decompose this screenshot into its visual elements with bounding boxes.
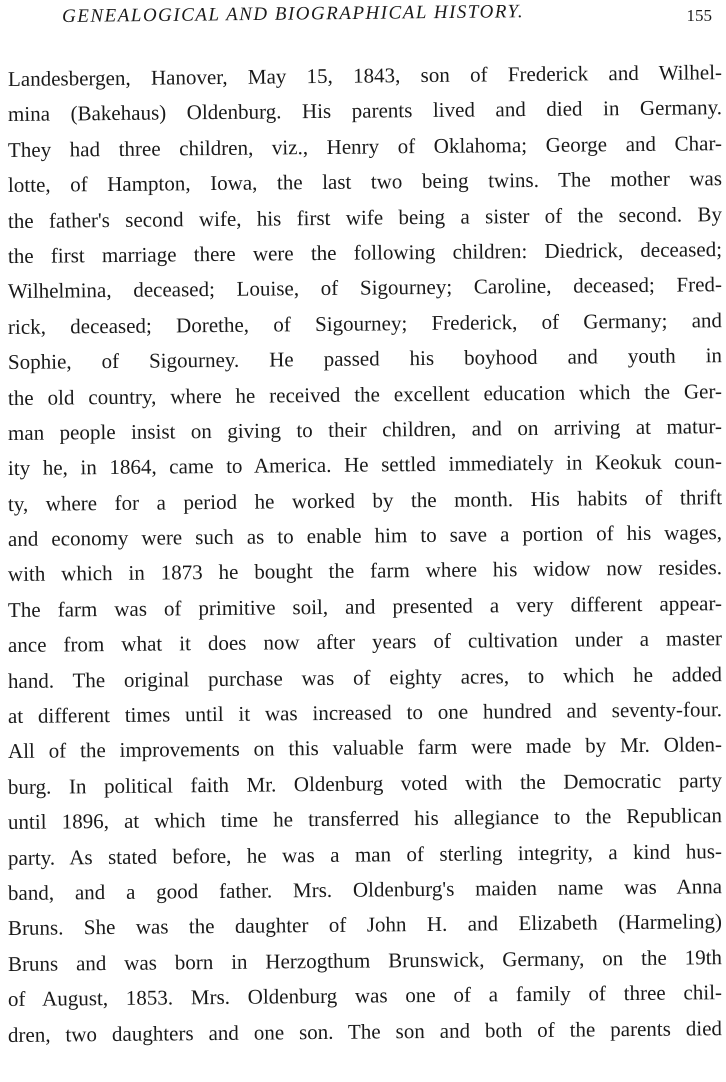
text-line: band, and a good father. Mrs. Oldenburg's maiden name was Anna xyxy=(7,874,723,905)
running-head xyxy=(62,1,712,34)
text-line: hand. The original purchase was of eighty acres, to which he added xyxy=(7,661,723,693)
text-line: ity he, in 1864, came to America. He settled immediately in Keokuk coun- xyxy=(7,449,723,481)
text-line: party. As stated before, he was a man of sterling integrity, a kind hus- xyxy=(7,838,723,870)
text-line: mina (Bakehaus) Oldenburg. His parents lived and died in Germany. xyxy=(7,95,723,127)
text-line: All of the improvements on this valuable farm were made by Mr. Olden- xyxy=(7,732,723,764)
text-line: Wilhelmina, deceased; Louise, of Sigourney; Caroline, deceased; Fred- xyxy=(7,272,723,304)
text-line: The farm was of primitive soil, and presented a very different appear- xyxy=(7,591,723,622)
text-line: burg. In political faith Mr. Oldenburg voted with the Democratic party xyxy=(7,767,723,799)
text-line: Bruns. She was the daughter of John H. and Elizabeth (Harmeling) xyxy=(7,909,723,941)
text-line: Landesbergen, Hanover, May 15, 1843, son of Frederick and Wilhel- xyxy=(7,60,723,91)
text-line: They had three children, viz., Henry of Oklahoma; George and Char- xyxy=(7,130,723,162)
text-line: the father's second wife, his first wife being a sister of the second. By xyxy=(7,201,723,233)
body-text xyxy=(8,62,722,1053)
text-line: lotte, of Hampton, Iowa, the last two being twins. The mother was xyxy=(7,166,723,198)
text-line: the old country, where he received the excellent education which the Ger- xyxy=(7,378,723,410)
text-line: until 1896, at which time he transferred his allegiance to the Republican xyxy=(7,803,723,835)
text-line: ance from what it does now after years of cultivation under a master xyxy=(7,626,723,658)
text-line: rick, deceased; Dorethe, of Sigourney; Frederick, of Germany; and xyxy=(7,307,723,339)
text-line: of August, 1853. Mrs. Oldenburg was one of a family of three chil- xyxy=(7,980,723,1012)
text-line: Bruns and was born in Herzogthum Brunswick, Germany, on the 19th xyxy=(7,944,723,976)
text-line: Sophie, of Sigourney. He passed his boyhood and youth in xyxy=(7,343,723,375)
text-line: and economy were such as to enable him to save a portion of his wages, xyxy=(7,520,723,552)
text-line: at different times until it was increased to one hundred and seventy-four. xyxy=(7,697,723,729)
text-line: ty, where for a period he worked by the month. His habits of thrift xyxy=(7,484,723,516)
running-title: GENEALOGICAL AND BIOGRAPHICAL HISTORY. xyxy=(62,1,525,27)
text-line: with which in 1873 he bought the farm where his widow now resides. xyxy=(7,555,723,587)
text-line: the first marriage there were the following children: Diedrick, deceased; xyxy=(7,237,723,268)
page-number: 155 xyxy=(686,6,712,25)
text-line: dren, two daughters and one son. The son and both of the parents died xyxy=(7,1015,723,1047)
text-line: man people insist on giving to their children, and on arriving at matur- xyxy=(7,414,723,445)
